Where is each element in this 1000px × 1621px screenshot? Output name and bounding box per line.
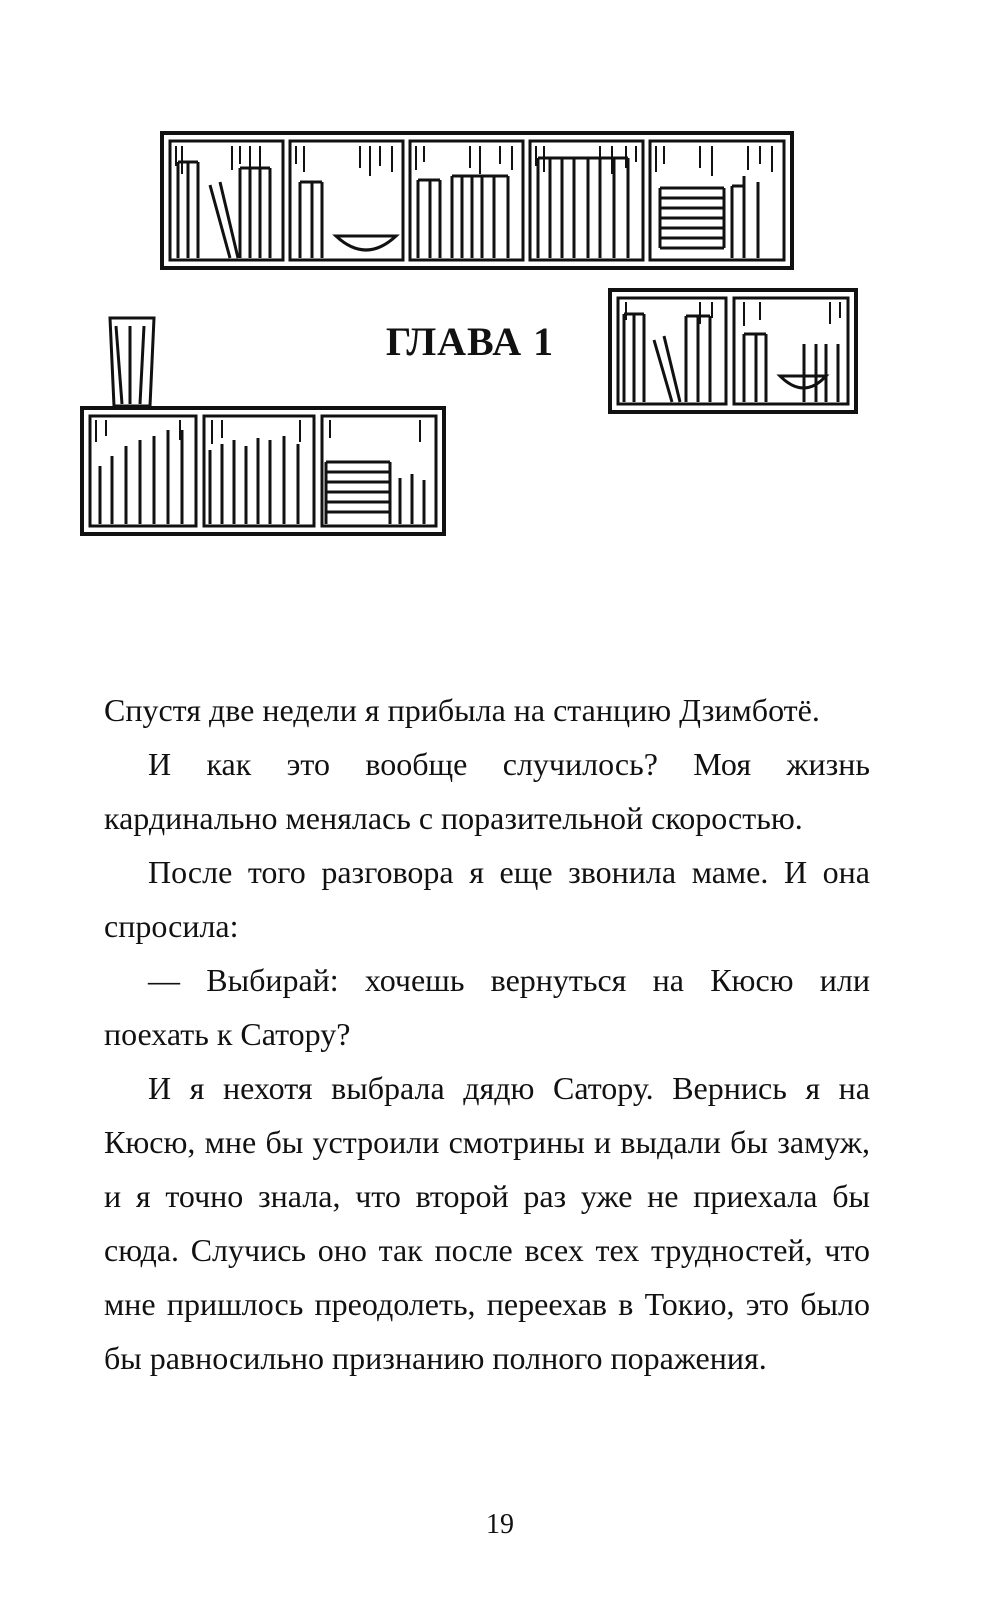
paragraph: — Выбирай: хочешь вернуться на Кюсю или поехать к Сатору? [104,962,870,1052]
paragraph: И я нехотя выбрала дядю Сатору. Вернись я на Кюсю, мне бы устроили смотрины и выдали бы замуж, и я точно знала, что второй раз уже не приехала бы сюда. Случись оно так после всех тех трудностей, что мне пришлось преодолеть, переехав в Токио, это было бы равносильно признанию полного поражения. [104,1070,870,1376]
bookshelf-top [162,133,792,268]
page-number: 19 [486,1509,514,1540]
chapter-title: ГЛАВА 1 [385,319,555,364]
chapter-body [104,683,870,1385]
paragraph: И как это вообще случилось? Моя жизнь кардинально менялась с поразительной скоростью. [104,746,870,836]
paragraph: После того разговора я еще звонила маме. И она спросила: [104,854,870,944]
bookshelf-illustration [0,0,1000,600]
vase [110,318,154,406]
bookshelf-right [610,290,856,412]
paragraph: Спустя две недели я прибыла на станцию Дзимботё. [104,692,820,728]
bookshelf-left [82,408,444,534]
